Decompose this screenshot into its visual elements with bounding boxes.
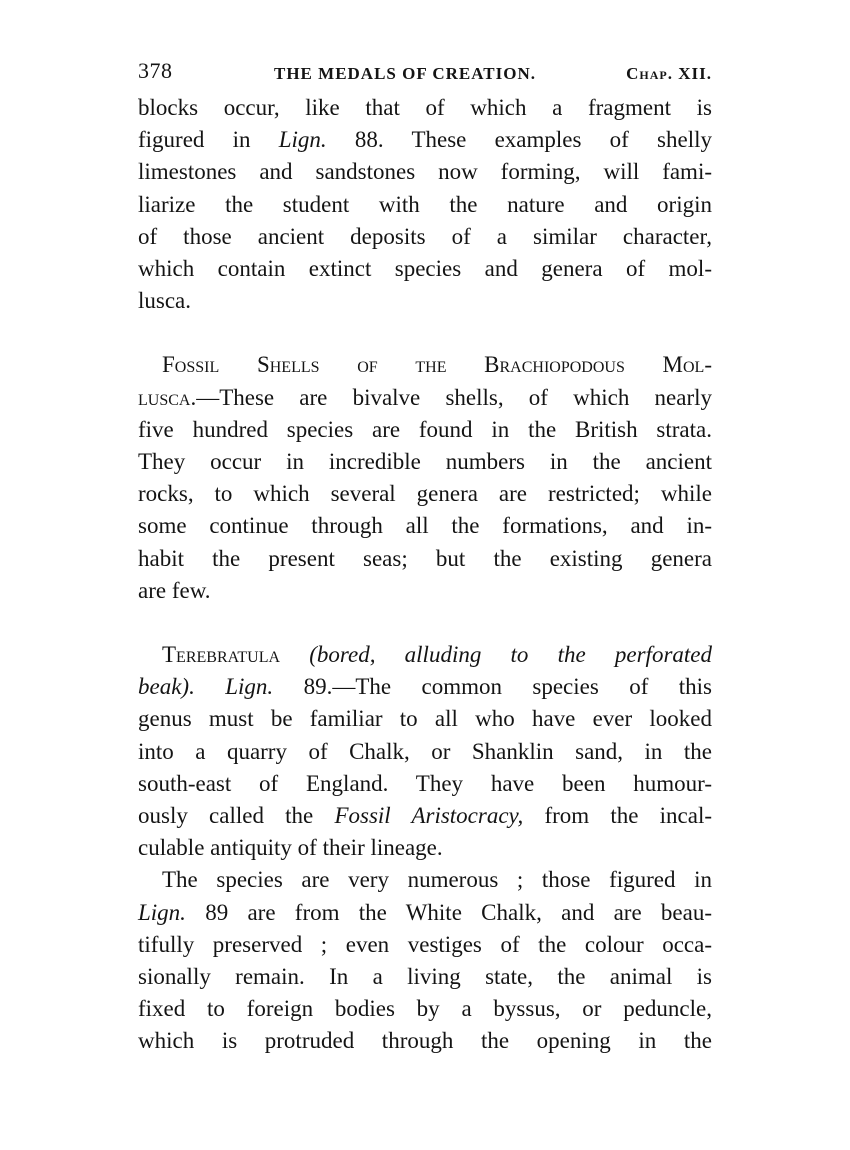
text-line: culable antiquity of their lineage. <box>138 835 443 861</box>
paragraph-3 <box>138 639 712 864</box>
etymology-note: (bored, alluding to the perforated <box>309 642 713 668</box>
section-heading: Fossil Shells of the Brachiopodous Mol- <box>162 352 712 378</box>
italic-term: Lign. <box>138 899 186 925</box>
text-line <box>138 800 712 832</box>
text-line: limestones and sandstones now forming, will fami- <box>138 159 712 185</box>
section-heading-cont: lusca. <box>138 384 197 410</box>
text-line <box>138 382 712 414</box>
running-header <box>138 58 712 92</box>
text-line: tifully preserved ; even vestiges of the colour occa- <box>138 931 712 957</box>
text-line <box>138 639 712 671</box>
text-line: of those ancient deposits of a similar character, <box>138 223 712 249</box>
text-run: Lign. 89.—The common species of this <box>225 674 712 700</box>
text-line: which is protruded through the opening in the <box>138 1028 712 1054</box>
text-line: south-east of England. They have been humour- <box>138 770 712 796</box>
text-line: five hundred species are found in the British strata. <box>138 416 712 442</box>
text-line: rocks, to which several genera are restricted; while <box>138 481 712 507</box>
text-line: into a quarry of Chalk, or Shanklin sand, in the <box>138 738 712 764</box>
text-line <box>138 897 712 929</box>
text-line: The species are very numerous ; those figured in <box>162 867 712 893</box>
text-line: figured in Lign. 88. These examples of shelly <box>138 127 712 153</box>
text-line <box>138 671 712 703</box>
text-line: are few. <box>138 577 211 603</box>
text-line: lusca. <box>138 288 192 314</box>
text-line: genus must be familiar to all who have ever looked <box>138 706 712 732</box>
paragraph-4 <box>138 864 712 1057</box>
text-line: which contain extinct species and genera of mol- <box>138 256 712 282</box>
chapter-label: Chap. XII. <box>626 64 712 83</box>
text-line: blocks occur, like that of which a fragment is <box>138 95 712 120</box>
paragraph-1 <box>138 92 712 317</box>
genus-heading: Terebratula <box>162 642 281 668</box>
text-run: 89 are from the White Chalk, and are beau- <box>205 899 713 925</box>
text-line: sionally remain. In a living state, the animal is <box>138 964 712 990</box>
text-line: some continue through all the formations, and in- <box>138 513 712 539</box>
text-line: habit the present seas; but the existing genera <box>138 545 712 571</box>
running-title: THE MEDALS OF CREATION. <box>274 64 536 83</box>
text-line: They occur in incredible numbers in the ancient <box>138 449 712 475</box>
text-line: fixed to foreign bodies by a byssus, or peduncle, <box>138 996 712 1022</box>
page <box>138 58 712 1058</box>
italic-term: Fossil Aristocracy, <box>334 803 524 829</box>
text-run: from the incal- <box>544 803 713 829</box>
etymology-note-cont: beak). <box>138 674 195 700</box>
page-number: 378 <box>138 58 173 83</box>
text-run: —These are bivalve shells, of which nearly <box>196 384 712 410</box>
text-run: ously called the <box>138 803 314 829</box>
paragraph-2 <box>138 349 712 607</box>
text-line: liarize the student with the nature and origin <box>138 191 712 217</box>
